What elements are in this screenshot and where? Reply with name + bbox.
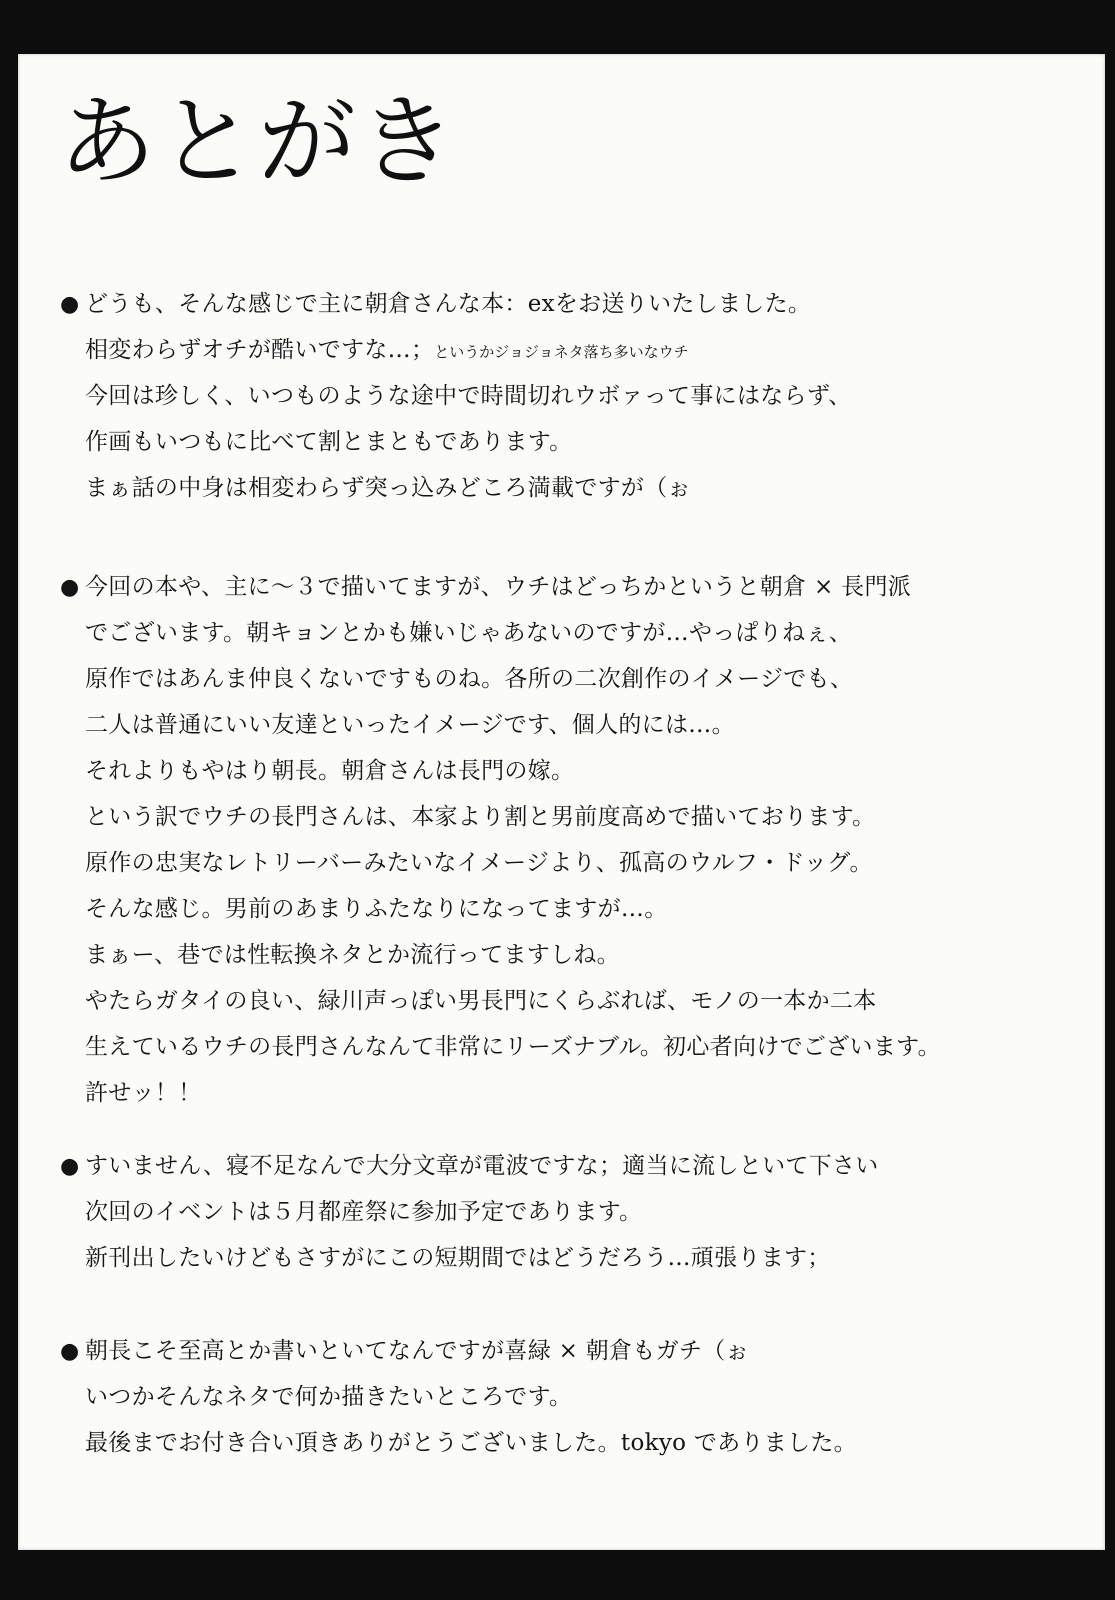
text-line: 二人は普通にいい友達といったイメージです、個人的には…。 bbox=[85, 712, 735, 738]
text-line: ● 朝長こそ至高とか書いといてなんですが喜緑 × 朝倉もガチ（ぉ bbox=[60, 1328, 1065, 1374]
text-line: そんな感じ。男前のあまりふたなりになってますが…。 bbox=[85, 896, 668, 922]
bullet-icon: ● bbox=[60, 575, 80, 600]
text-line: ● どうも、そんな感じで主に朝倉さんな本：exをお送りいたしました。 bbox=[60, 281, 1065, 327]
text-line: という訳でウチの長門さんは、本家より割と男前度高めで描いております。 bbox=[85, 804, 876, 830]
text-line: ● すいません、寝不足なんで大分文章が電波ですな；適当に流しといて下さい bbox=[60, 1143, 1065, 1189]
text-line: 許せッ！！ bbox=[85, 1080, 202, 1106]
text-line: 原作の忠実なレトリーバーみたいなイメージより、孤高のウルフ・ドッグ。 bbox=[85, 850, 873, 876]
paragraph-3 bbox=[60, 1143, 1065, 1281]
text-line: 今回は珍しく、いつものような途中で時間切れウボァって事にはならず、 bbox=[85, 383, 852, 409]
text-line: まぁ話の中身は相変わらず突っ込みどころ満載ですが（ぉ bbox=[85, 475, 691, 501]
bullet-icon: ● bbox=[60, 292, 80, 317]
paragraph-4 bbox=[60, 1328, 1065, 1466]
text-line: いつかそんなネタで何か描きたいところです。 bbox=[85, 1384, 573, 1410]
page-title: あとがき bbox=[58, 85, 459, 199]
page-sheet bbox=[18, 54, 1105, 1550]
text-line: 最後までお付き合い頂きありがとうございました。tokyo でありました。 bbox=[85, 1430, 857, 1456]
bullet-icon: ● bbox=[60, 1154, 80, 1179]
text-line: 原作ではあんま仲良くないですものね。各所の二次創作のイメージでも、 bbox=[85, 666, 854, 692]
text-line: それよりもやはり朝長。朝倉さんは長門の嫁。 bbox=[85, 758, 575, 784]
text-line: 次回のイベントは５月都産祭に参加予定であります。 bbox=[85, 1199, 643, 1225]
paragraph-1 bbox=[60, 281, 1065, 511]
text-line: ● 今回の本や、主に～３で描いてますが、ウチはどっちかというと朝倉 × 長門派 bbox=[60, 564, 1065, 610]
text-line: 新刊出したいけどもさすがにこの短期間ではどうだろう…頑張ります； bbox=[85, 1245, 831, 1271]
text-line: 生えているウチの長門さんなんて非常にリーズナブル。初心者向けでございます。 bbox=[85, 1034, 941, 1060]
text-line: 作画もいつもに比べて割とまともであります。 bbox=[85, 429, 573, 455]
text-line: 相変わらずオチが酷いですな…；というかジョジョネタ落ち多いなウチ bbox=[85, 337, 689, 363]
text-line: まぁー、巷では性転換ネタとか流行ってますしね。 bbox=[85, 942, 620, 968]
aside-note: というかジョジョネタ落ち多いなウチ bbox=[434, 343, 689, 361]
text-line: でございます。朝キョンとかも嫌いじゃあないのですが…やっぱりねぇ、 bbox=[85, 620, 853, 646]
text-line: やたらガタイの良い、緑川声っぽい男長門にくらぶれば、モノの一本か二本 bbox=[85, 988, 877, 1014]
bullet-icon: ● bbox=[60, 1339, 80, 1364]
paragraph-2 bbox=[60, 564, 1065, 1116]
